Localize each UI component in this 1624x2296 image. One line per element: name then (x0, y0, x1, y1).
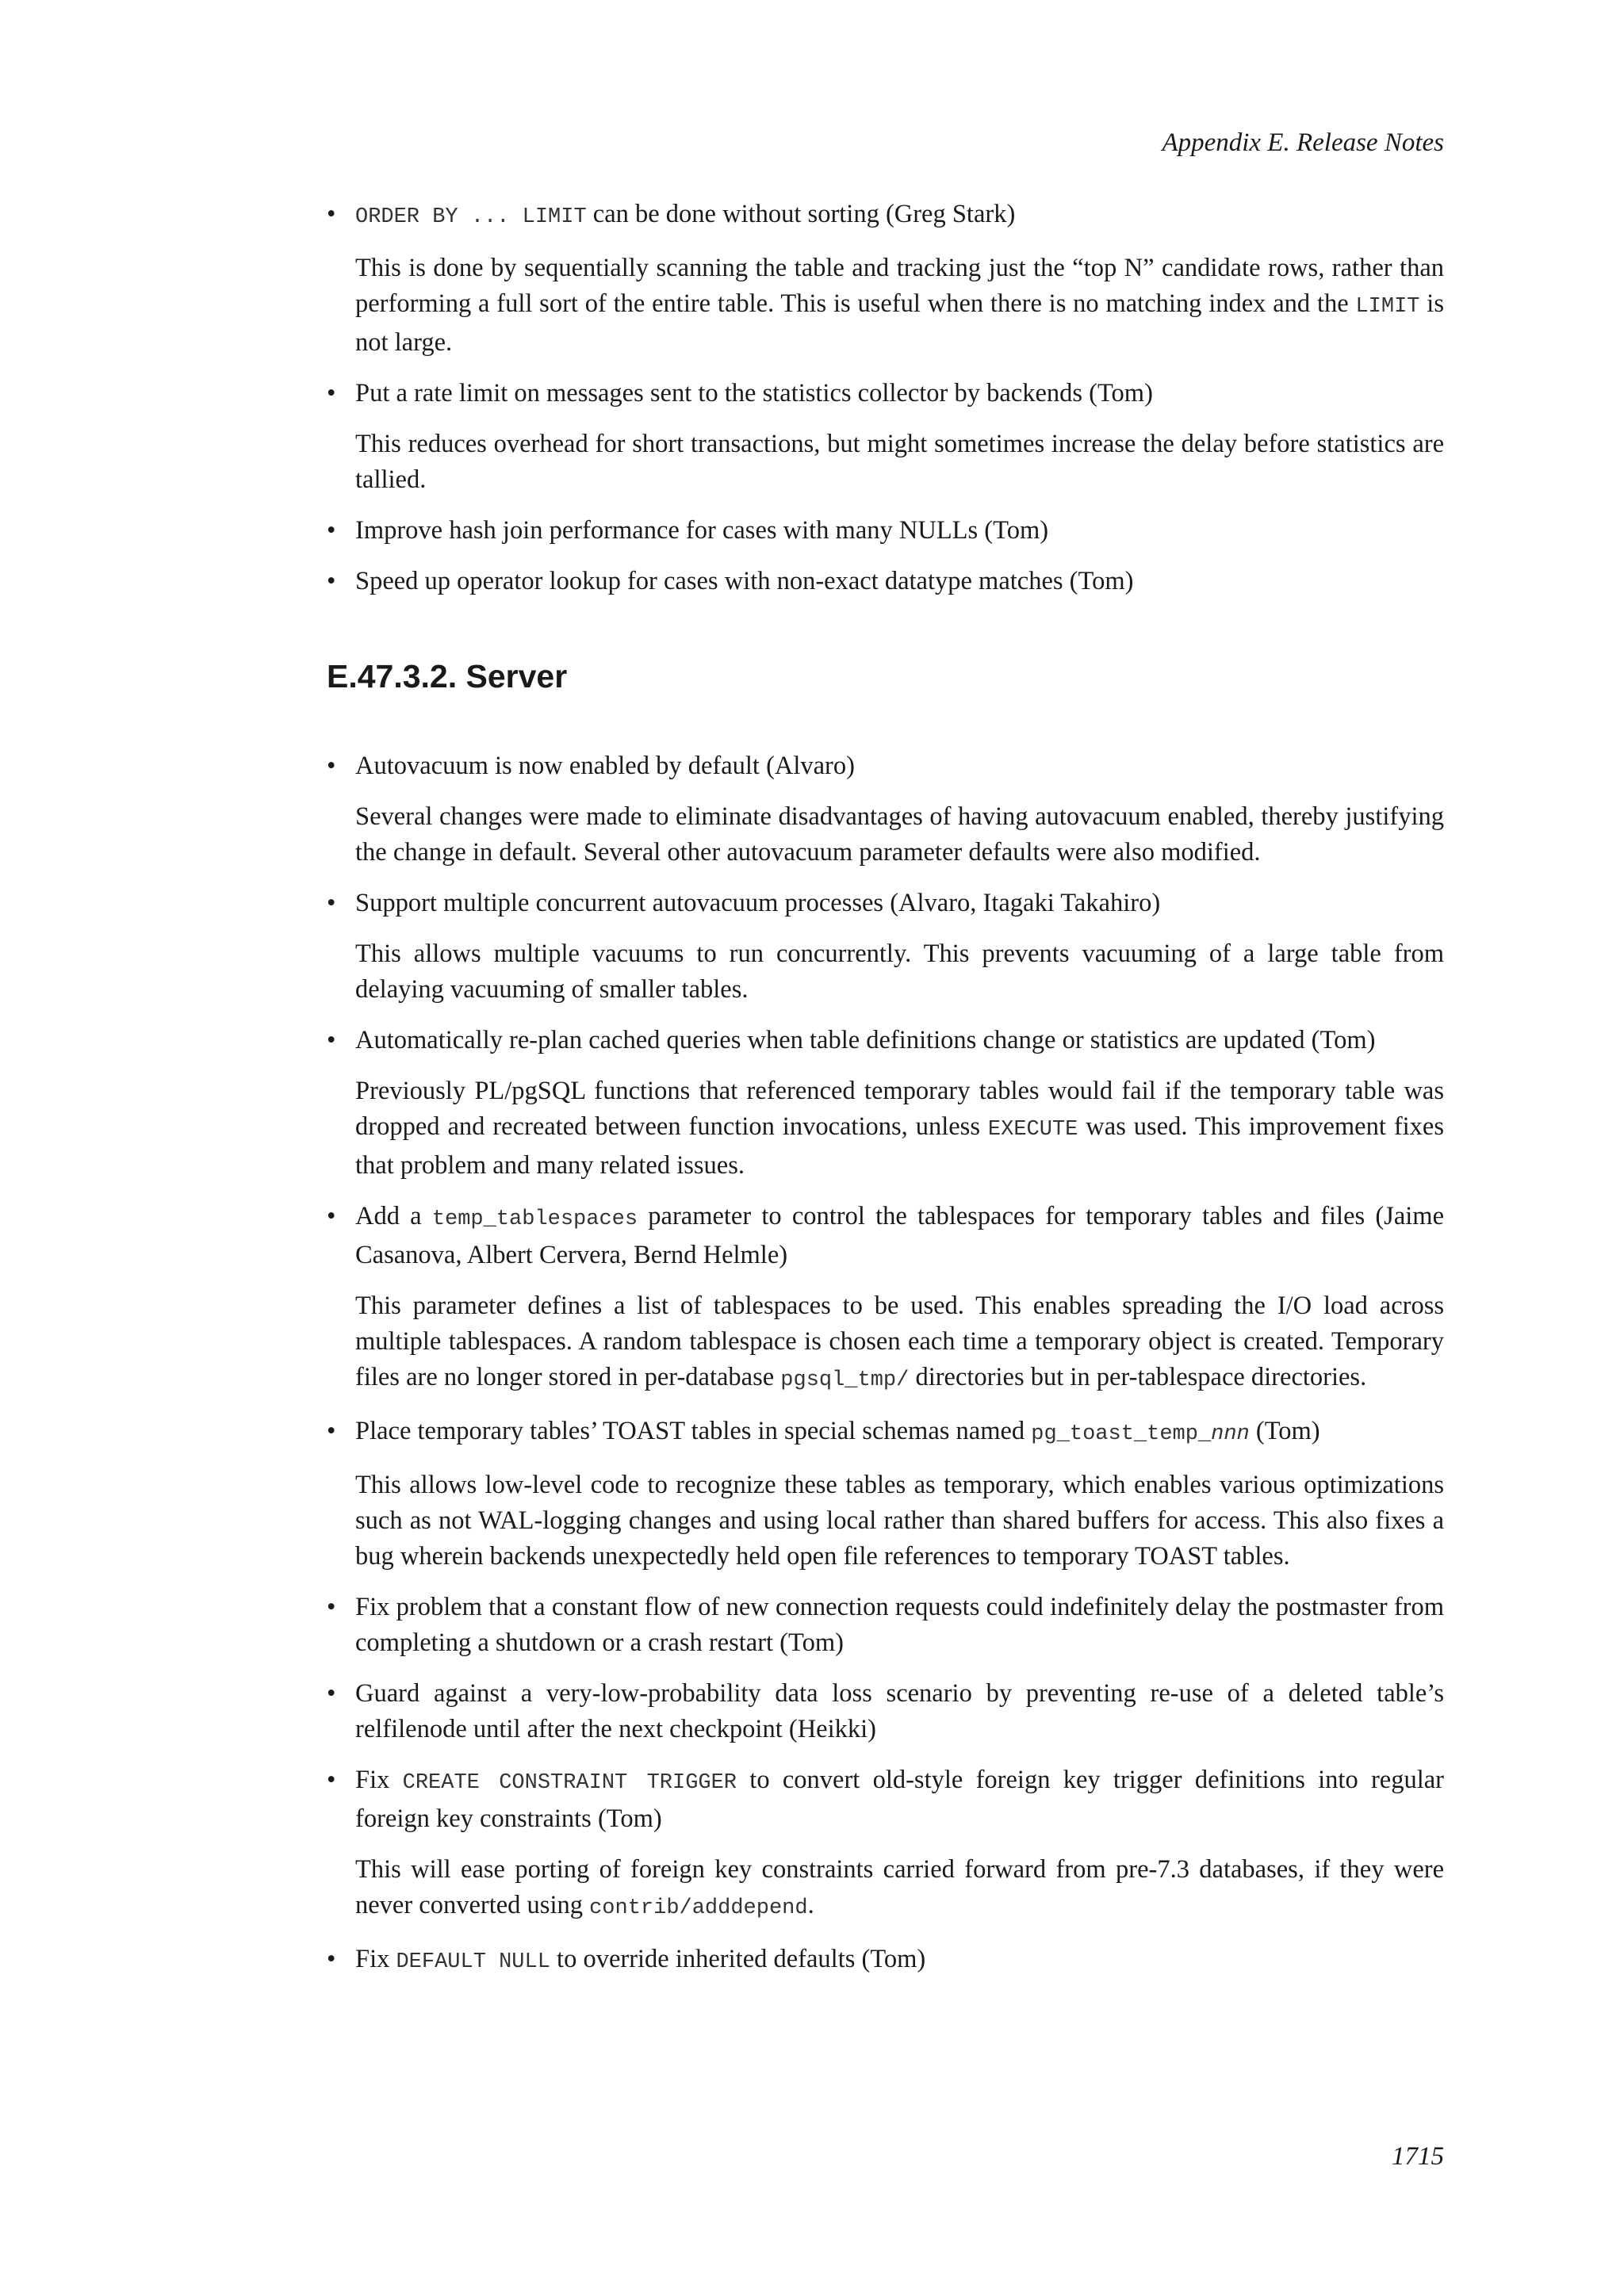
inline-code: LIMIT (1355, 295, 1420, 319)
bullet: • (327, 1679, 336, 1708)
prior-section-items (327, 197, 1444, 614)
list-item (327, 748, 1444, 784)
page-number: 1715 (1392, 2142, 1444, 2171)
server-section-items (327, 748, 1444, 1996)
list-item (327, 1590, 1444, 1661)
inline-code: contrib/adddepend (589, 1896, 808, 1920)
bullet: • (327, 1202, 336, 1230)
list-item (327, 1023, 1444, 1058)
item-text: Autovacuum is now enabled by default (Alvaro) (355, 752, 855, 780)
item-description: This will ease porting of foreign key constraints carried forward from pre-7.3 databases, if they were never converted using contrib/adddepend. (355, 1855, 1444, 1920)
inline-code: temp_tablespaces (431, 1207, 638, 1231)
item-text: Put a rate limit on messages sent to the statistics collector by backends (Tom) (355, 379, 1153, 408)
item-description: This parameter defines a list of tablespaces to be used. This enables spreading the I/O load across multiple tablespaces. A random tablespace is chosen each time a temporary object is created. Temporary files are no longer stored in per-database pgsql_tmp/ directories but in per-tablespace directories. (355, 1292, 1444, 1392)
item-text: Fix problem that a constant flow of new connection requests could indefinitely delay the postmaster from completing a shutdown or a crash restart (Tom) (355, 1593, 1444, 1657)
item-description: This allows low-level code to recognize these tables as temporary, which enables various optimizations such as not WAL-logging changes and using local rather than shared buffers for access. This also fixes a bug wherein backends unexpectedly held open file references to temporary TOAST tables. (355, 1471, 1444, 1571)
list-item (327, 886, 1444, 921)
list-item (327, 564, 1444, 599)
section-heading: E.47.3.2. Server (327, 658, 568, 695)
bullet: • (327, 200, 336, 228)
list-item: • Fix DEFAULT NULL to override inherited defaults (Tom) (327, 1942, 1444, 1980)
list-item (327, 1676, 1444, 1747)
item-description: This allows multiple vacuums to run concurrently. This prevents vacuuming of a large table from delaying vacuuming of smaller tables. (355, 939, 1444, 1004)
list-item (327, 376, 1444, 411)
inline-code: ORDER BY ... LIMIT (355, 205, 587, 229)
bullet: • (327, 516, 336, 545)
inline-code: EXECUTE (987, 1118, 1078, 1142)
item-text: Automatically re-plan cached queries when table definitions change or statistics are updated (Tom) (355, 1026, 1376, 1054)
bullet: • (327, 379, 336, 408)
bullet: • (327, 567, 336, 595)
list-item: • Place temporary tables’ TOAST tables in special schemas named pg_toast_temp_nnn (Tom) (327, 1414, 1444, 1452)
item-text: Improve hash join performance for cases with many NULLs (Tom) (355, 516, 1049, 545)
bullet: • (327, 1026, 336, 1054)
inline-code-italic: nnn (1211, 1422, 1250, 1446)
bullet: • (327, 1945, 336, 1973)
running-head: Appendix E. Release Notes (1162, 128, 1444, 157)
item-text: can be done without sorting (Greg Stark) (586, 200, 1016, 228)
inline-code: CREATE CONSTRAINT TRIGGER (402, 1771, 737, 1795)
inline-code: DEFAULT NULL (396, 1950, 550, 1974)
item-text: Speed up operator lookup for cases with non-exact datatype matches (Tom) (355, 567, 1134, 595)
bullet: • (327, 1593, 336, 1621)
item-description: Several changes were made to eliminate disadvantages of having autovacuum enabled, thereby justifying the change in default. Several other autovacuum parameter defaults were also modified. (355, 802, 1444, 867)
bullet: • (327, 1766, 336, 1794)
list-item: • Fix CREATE CONSTRAINT TRIGGER to convert old-style foreign key trigger definitions into regular foreign key constraints (Tom) (327, 1762, 1444, 1837)
list-item: • Add a temp_tablespaces parameter to control the tablespaces for temporary tables and files (Jaime Casanova, Albert Cervera, Bernd Helmle) (327, 1199, 1444, 1273)
bullet: • (327, 889, 336, 917)
bullet: • (327, 1417, 336, 1445)
item-text: Guard against a very-low-probability data loss scenario by preventing re-use of a deleted table’s relfilenode until after the next checkpoint (Heikki) (355, 1679, 1444, 1743)
list-item (327, 513, 1444, 549)
item-description: This is done by sequentially scanning the table and tracking just the “top N” candidate rows, rather than performing a full sort of the entire table. This is useful when there is no matching index and the LIMIT is not large. (355, 254, 1444, 357)
inline-code: pg_toast_temp_ (1031, 1422, 1212, 1446)
list-item (327, 197, 1444, 235)
inline-code: pgsql_tmp/ (780, 1368, 910, 1392)
item-text: Support multiple concurrent autovacuum processes (Alvaro, Itagaki Takahiro) (355, 889, 1161, 917)
bullet: • (327, 752, 336, 780)
item-description: Previously PL/pgSQL functions that referenced temporary tables would fail if the temporary table was dropped and recreated between function invocations, unless EXECUTE was used. This improvement fixes that problem and many related issues. (355, 1077, 1444, 1180)
item-description: This reduces overhead for short transactions, but might sometimes increase the delay before statistics are tallied. (355, 430, 1444, 494)
